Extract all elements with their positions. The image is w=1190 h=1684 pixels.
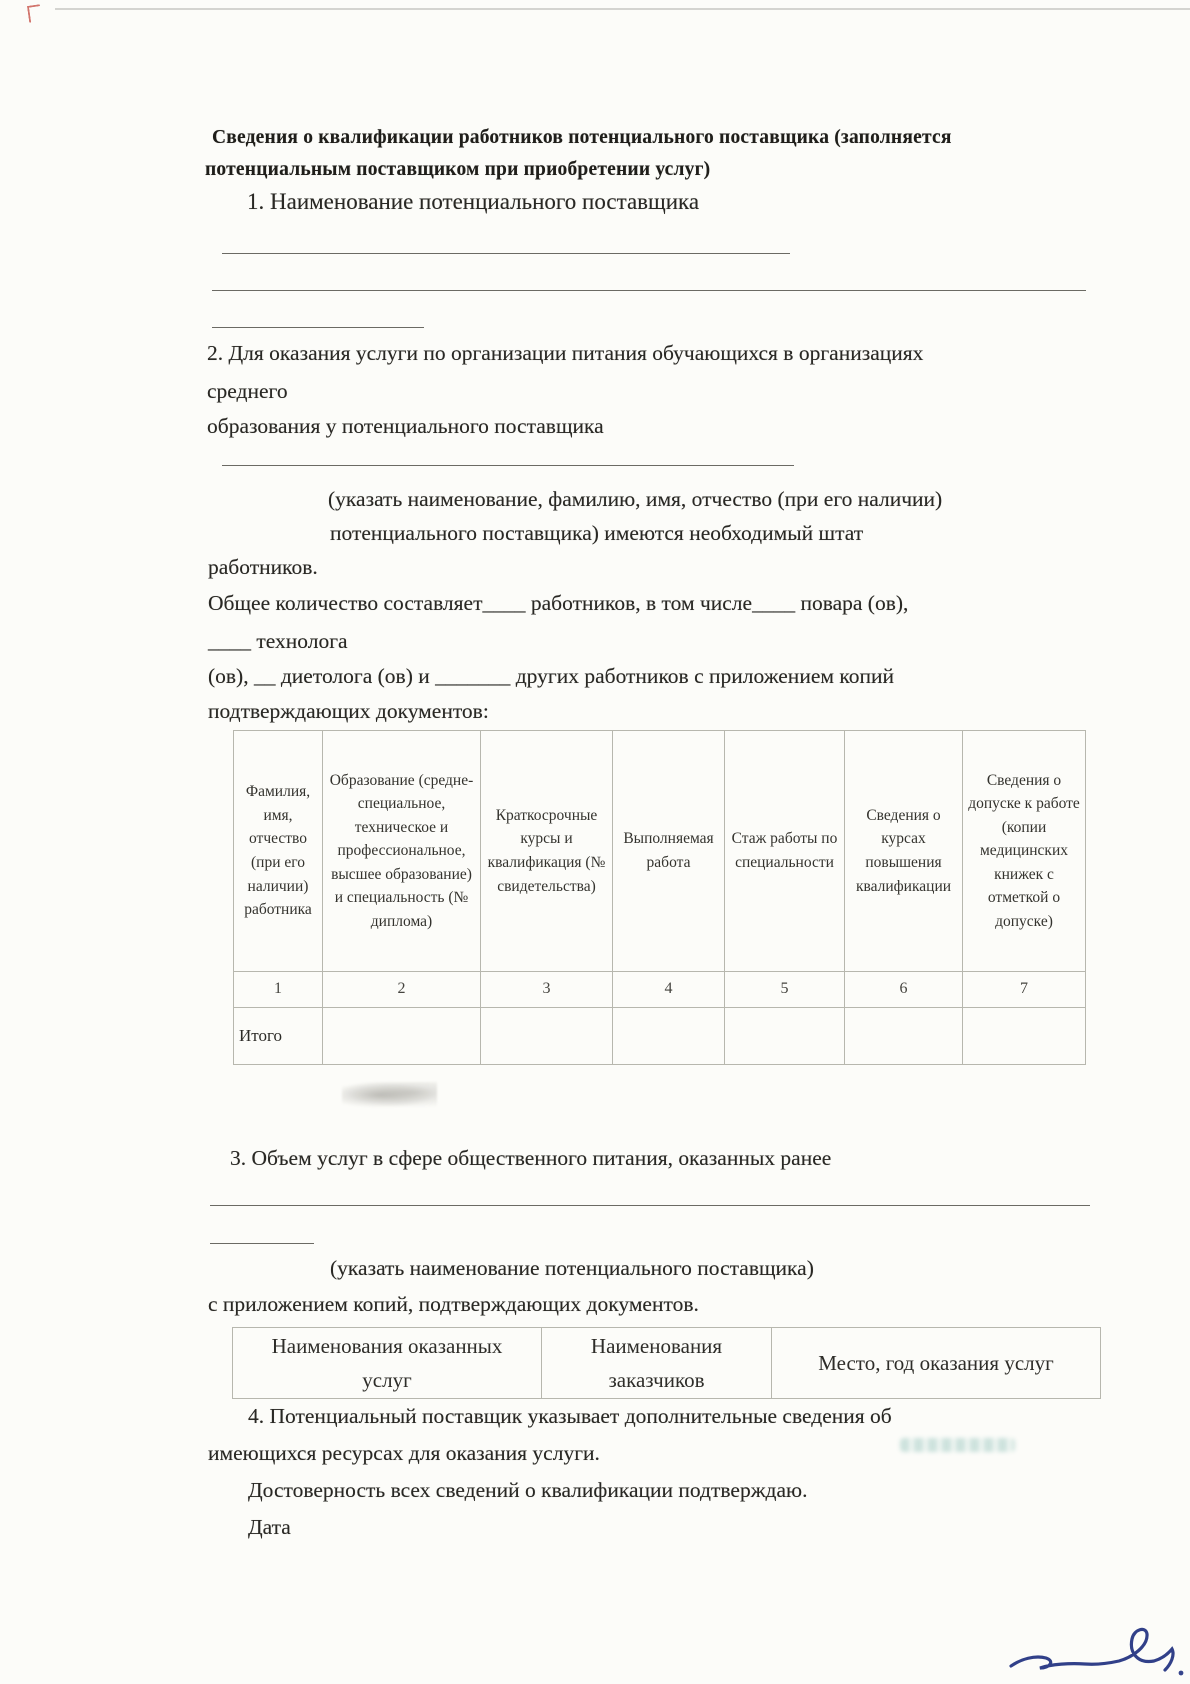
handwritten-signature xyxy=(1005,1616,1190,1684)
point-2-line-3: образования у потенциального поставщика xyxy=(207,414,604,438)
form-title-line-1: Сведения о квалификации работников потенциального поставщика (заполняется xyxy=(212,127,952,148)
point-4-line-2: имеющихся ресурсах для оказания услуги. xyxy=(208,1441,600,1465)
point-2-line-4: работников. xyxy=(208,555,318,579)
column-number-1: 1 xyxy=(234,972,323,1008)
column-number-7: 7 xyxy=(963,972,1086,1008)
services-col-header-3: Место, год оказания услуг xyxy=(772,1328,1101,1399)
point-3-line-2: с приложением копий, подтверждающих документов. xyxy=(208,1292,699,1316)
staff-col-header-6: Сведения о курсах повышения квалификации xyxy=(845,731,963,972)
red-pen-mark xyxy=(27,4,42,23)
blank-line-6 xyxy=(210,1243,314,1244)
staff-col-header-3: Краткосрочные курсы и квалификация (№ свидетельства) xyxy=(481,731,613,972)
point-2-line-1: 2. Для оказания услуги по организации питания обучающихся в организациях xyxy=(207,341,924,365)
point-4-line-1: 4. Потенциальный поставщик указывает дополнительные сведения об xyxy=(248,1404,892,1428)
column-number-4: 4 xyxy=(613,972,725,1008)
point-2-line-2: среднего xyxy=(207,379,288,403)
blank-line-1 xyxy=(222,253,790,254)
total-cell-6 xyxy=(845,1008,963,1065)
point-2-line-6: ____ технолога xyxy=(208,629,348,653)
form-title-line-2: потенциальным поставщиком при приобретении услуг) xyxy=(205,159,711,180)
total-cell-7 xyxy=(963,1008,1086,1065)
blank-line-2 xyxy=(212,290,1086,291)
point-2-line-7: (ов), __ диетолога (ов) и _______ других работников с приложением копий xyxy=(208,664,894,688)
staff-col-header-7: Сведения о допуске к работе (копии медицинских книжек с отметкой о допуске) xyxy=(963,731,1086,972)
point-4-line-4: Дата xyxy=(248,1515,291,1539)
staff-col-header-4: Выполняемая работа xyxy=(613,731,725,972)
blank-line-3 xyxy=(212,327,424,328)
point-2-line-8: подтверждающих документов: xyxy=(208,699,489,723)
point-3-hint: (указать наименование потенциального поставщика) xyxy=(330,1256,814,1280)
point-2-hint-1: (указать наименование, фамилию, имя, отчество (при его наличии) xyxy=(328,487,943,511)
staff-col-header-2: Образование (средне-специальное, техническое и профессиональное, высшее образование) и специальность (№ диплома) xyxy=(323,731,481,972)
staff-qualification-table xyxy=(233,730,1086,1065)
point-1-label: 1. Наименование потенциального поставщика xyxy=(247,189,700,214)
point-3-line-1: 3. Объем услуг в сфере общественного питания, оказанных ранее xyxy=(230,1146,832,1170)
faded-stamp-smudge xyxy=(900,1438,1015,1452)
staff-col-header-5: Стаж работы по специальности xyxy=(725,731,845,972)
total-cell-5 xyxy=(725,1008,845,1065)
blank-line-5 xyxy=(210,1205,1090,1206)
point-4-line-3: Достоверность всех сведений о квалификации подтверждаю. xyxy=(248,1478,808,1502)
column-number-3: 3 xyxy=(481,972,613,1008)
scan-edge-line xyxy=(55,8,1190,10)
services-col-header-2: Наименования заказчиков xyxy=(542,1328,772,1399)
total-cell-3 xyxy=(481,1008,613,1065)
services-table-header-row xyxy=(233,1328,1101,1399)
staff-table-total-row xyxy=(234,1008,1086,1065)
total-row-label: Итого xyxy=(234,1008,323,1065)
total-cell-2 xyxy=(323,1008,481,1065)
services-col-header-1: Наименования оказанных услуг xyxy=(233,1328,542,1399)
prior-services-table xyxy=(232,1327,1101,1399)
staff-col-header-1: Фамилия, имя, отчество (при его наличии) работника xyxy=(234,731,323,972)
column-number-6: 6 xyxy=(845,972,963,1008)
blank-line-4 xyxy=(222,465,794,466)
staff-table-number-row xyxy=(234,972,1086,1008)
column-number-5: 5 xyxy=(725,972,845,1008)
pencil-smudge xyxy=(342,1082,437,1108)
point-2-line-5: Общее количество составляет____ работников, в том числе____ повара (ов), xyxy=(208,591,909,615)
point-2-hint-2: потенциального поставщика) имеются необходимый штат xyxy=(330,521,864,545)
total-cell-4 xyxy=(613,1008,725,1065)
staff-table-header-row xyxy=(234,731,1086,972)
column-number-2: 2 xyxy=(323,972,481,1008)
